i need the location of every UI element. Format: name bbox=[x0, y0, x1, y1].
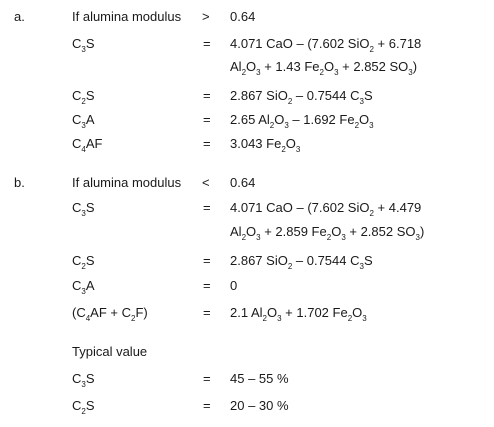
typical-value-heading: Typical value bbox=[72, 344, 148, 359]
section-a-c2s-label: $C_2S$ bbox=[72, 88, 95, 106]
section-a-c4af-label: $C_4AF$ bbox=[72, 136, 103, 154]
section-a-c2s-formula: 2.867 SiO$_2$ – 0.7544 $C_3S$ bbox=[230, 88, 373, 106]
section-a-c3a-label: $C_3A$ bbox=[72, 112, 95, 130]
section-b-condition: If alumina modulus bbox=[72, 175, 182, 190]
typical-c2s-range: 20 – 30 % bbox=[230, 398, 289, 413]
section-b-c4af-c2f-formula: 2.1 $Al_2O_3 + 1.702$ $Fe_2O_3$ bbox=[230, 305, 367, 323]
section-b-c3a-label: $C_3A$ bbox=[72, 278, 95, 296]
section-a-c3s-formula-line2: $Al_2O_3 + 1.43$ $Fe_2O_3 + 2.852$ $SO_3$) bbox=[230, 59, 418, 77]
section-a-condition: If alumina modulus bbox=[72, 9, 182, 24]
section-b-comparator: < bbox=[202, 175, 210, 190]
section-b-c3a-equals: = bbox=[203, 278, 211, 293]
section-a-c2s-equals: = bbox=[203, 88, 211, 103]
section-a-c4af-equals: = bbox=[203, 136, 211, 151]
section-b-c2s-formula: 2.867 SiO$_2$ – 0.7544 $C_3S$ bbox=[230, 253, 373, 271]
typical-c2s-equals: = bbox=[203, 398, 211, 413]
section-a-threshold: 0.64 bbox=[230, 9, 256, 24]
section-b-c3s-label: $C_3S$ bbox=[72, 200, 95, 218]
typical-c3s-equals: = bbox=[203, 371, 211, 386]
section-b-c4af-c2f-label: $(C_4AF + C_2F)$ bbox=[72, 305, 148, 323]
typical-c3s-label: $C_3S$ bbox=[72, 371, 95, 389]
section-b-c2s-equals: = bbox=[203, 253, 211, 268]
section-b-c4af-c2f-equals: = bbox=[203, 305, 211, 320]
section-a-c3a-formula: 2.65 $Al_2O_3 - 1.692$ $Fe_2O_3$ bbox=[230, 112, 374, 130]
section-b-c2s-label: $C_2S$ bbox=[72, 253, 95, 271]
typical-c2s-label: $C_2S$ bbox=[72, 398, 95, 416]
section-a-c3s-equals: = bbox=[203, 36, 211, 51]
section-a-c3s-formula-line1: 4.071 CaO – (7.602 SiO$_2$ + 6.718 bbox=[230, 36, 422, 54]
section-b-c3s-formula-line2: $Al_2O_3 + 2.859$ $Fe_2O_3 + 2.852$ $SO_3$) bbox=[230, 224, 425, 242]
section-b-c3s-equals: = bbox=[203, 200, 211, 215]
section-b-threshold: 0.64 bbox=[230, 175, 256, 190]
section-a-comparator: > bbox=[202, 9, 210, 24]
section-b-c3s-formula-line1: 4.071 CaO – (7.602 SiO$_2$ + 4.479 bbox=[230, 200, 422, 218]
section-b-letter: b. bbox=[14, 175, 25, 190]
section-a-c3s-label: $C_3S$ bbox=[72, 36, 95, 54]
section-b-c3a-formula: 0 bbox=[230, 278, 238, 293]
typical-c3s-range: 45 – 55 % bbox=[230, 371, 289, 386]
section-a-c3a-equals: = bbox=[203, 112, 211, 127]
section-a-letter: a. bbox=[14, 9, 25, 24]
section-a-c4af-formula: 3.043 $Fe_2O_3$ bbox=[230, 136, 301, 154]
